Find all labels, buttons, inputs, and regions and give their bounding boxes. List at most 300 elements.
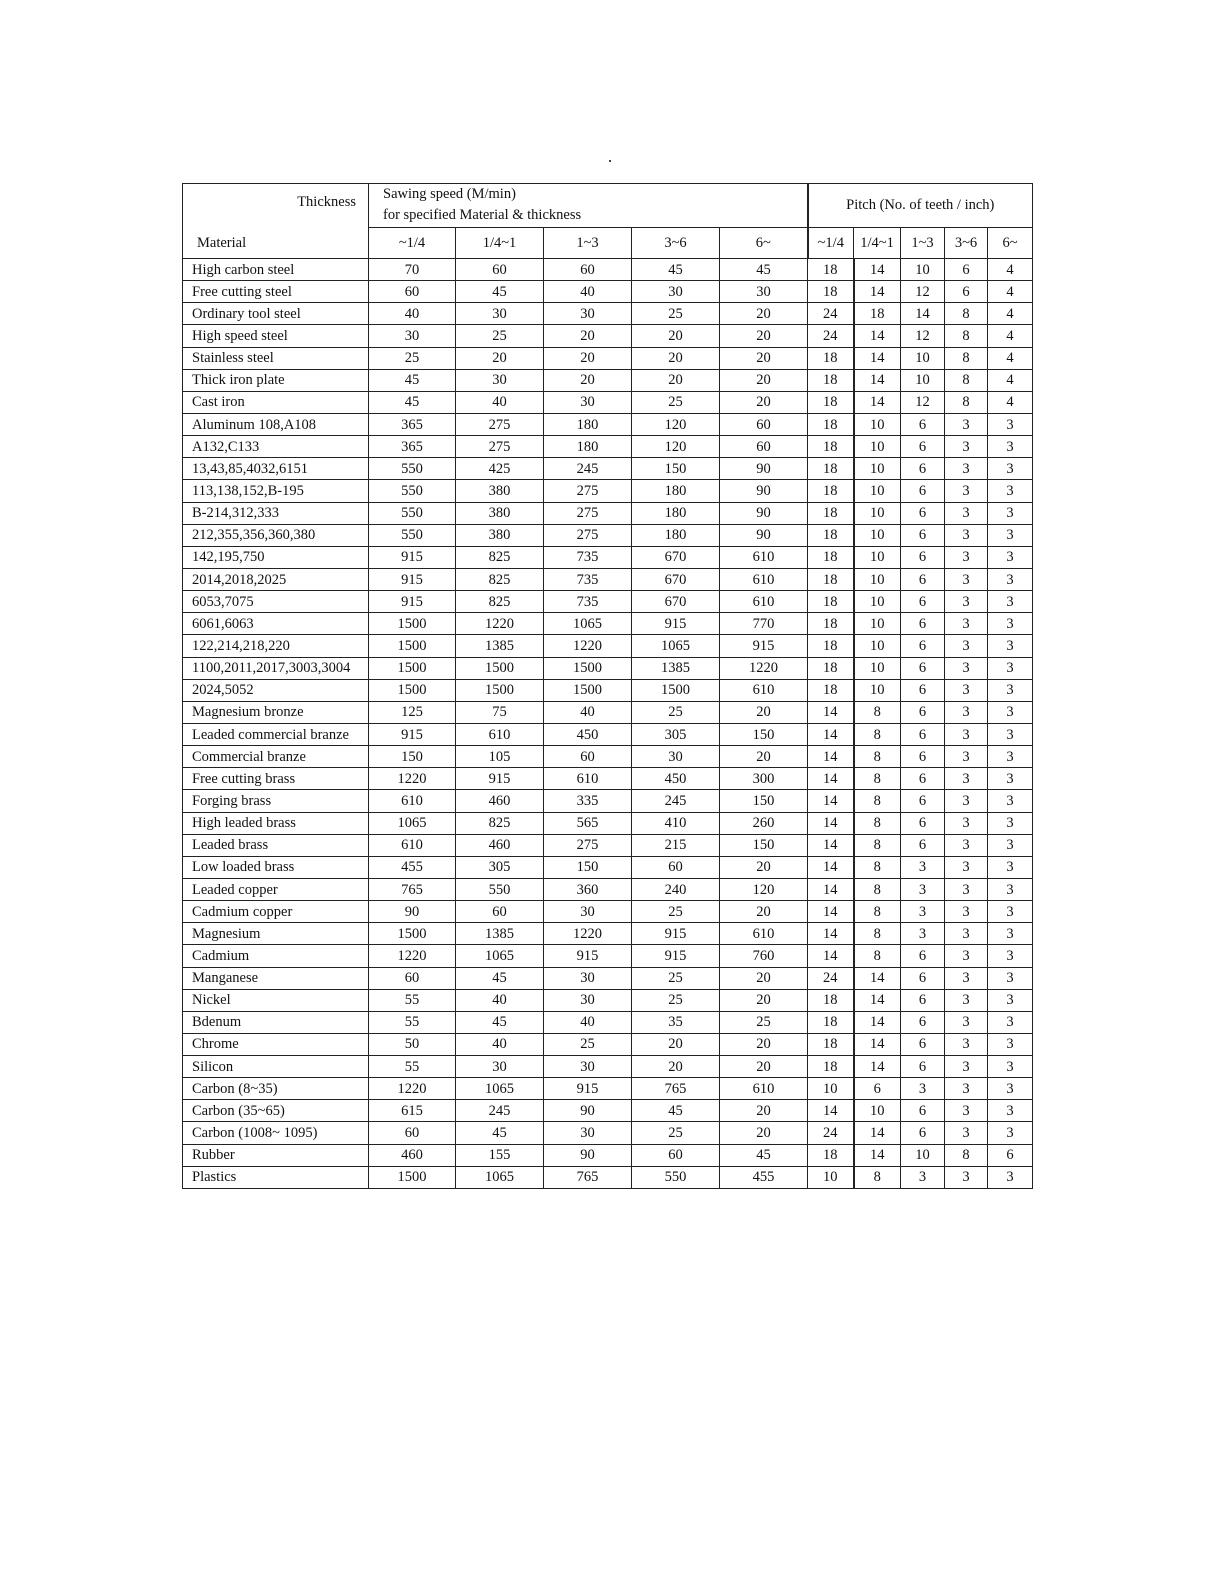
pitch-cell: 3 [901,901,945,923]
pitch-cell: 14 [808,834,854,856]
speed-cell: 105 [456,746,544,768]
speed-cell: 90 [720,480,808,502]
pitch-cell: 3 [988,768,1033,790]
pitch-cell: 14 [808,790,854,812]
pitch-cell: 10 [808,1078,854,1100]
speed-cell: 610 [456,723,544,745]
speed-cell: 40 [456,391,544,413]
pitch-cell: 3 [945,546,988,568]
pitch-cell: 6 [901,790,945,812]
pitch-cell: 14 [854,1056,901,1078]
table-row [183,635,1033,657]
pitch-cell: 14 [854,1033,901,1055]
pitch-cell: 3 [988,568,1033,590]
table-row [183,746,1033,768]
table-row [183,1122,1033,1144]
speed-cell: 670 [632,568,720,590]
speed-cell: 45 [456,967,544,989]
speed-cell: 1065 [456,1166,544,1188]
material-cell: Nickel [183,989,369,1011]
material-cell: Bdenum [183,1011,369,1033]
speed-cell: 275 [544,502,632,524]
table-row [183,458,1033,480]
speed-cell: 1500 [369,613,456,635]
speed-cell: 20 [720,325,808,347]
speed-cell: 550 [456,878,544,900]
material-cell: Chrome [183,1033,369,1055]
pitch-cell: 6 [901,635,945,657]
speed-cell: 425 [456,458,544,480]
pitch-cell: 3 [988,834,1033,856]
speed-cell: 150 [632,458,720,480]
pitch-cell: 18 [808,1033,854,1055]
speed-cell: 20 [544,325,632,347]
speed-cell: 30 [544,303,632,325]
speed-cell: 25 [632,391,720,413]
pitch-cell: 24 [808,325,854,347]
speed-cell: 765 [632,1078,720,1100]
pitch-cell: 8 [854,812,901,834]
speed-cell: 275 [544,834,632,856]
pitch-cell: 24 [808,967,854,989]
speed-cell: 25 [369,347,456,369]
pitch-cell: 10 [854,524,901,546]
table-row [183,1166,1033,1188]
speed-cell: 460 [369,1144,456,1166]
speed-cell: 215 [632,834,720,856]
speed-cell: 25 [632,901,720,923]
table-row [183,436,1033,458]
pitch-cell: 3 [988,502,1033,524]
pitch-cell: 3 [945,413,988,435]
pitch-cell: 14 [808,812,854,834]
speed-cell: 300 [720,768,808,790]
speed-cell: 180 [632,502,720,524]
pitch-cell: 6 [901,591,945,613]
speed-cell: 275 [544,480,632,502]
pitch-cell: 6 [945,259,988,281]
speed-cell: 55 [369,989,456,1011]
pitch-cell: 14 [854,281,901,303]
pitch-cell: 14 [808,878,854,900]
pitch-cell: 14 [808,701,854,723]
table-row [183,723,1033,745]
pitch-header: Pitch (No. of teeth / inch) [808,184,1033,228]
pitch-cell: 6 [901,657,945,679]
speed-cell: 90 [544,1144,632,1166]
speed-cell: 410 [632,812,720,834]
pitch-cell: 3 [901,1078,945,1100]
pitch-cell: 18 [808,436,854,458]
pitch-cell: 14 [854,325,901,347]
speed-cell: 1385 [456,635,544,657]
table-row [183,945,1033,967]
speed-cell: 20 [632,347,720,369]
pitch-cell: 3 [988,657,1033,679]
pitch-cell: 18 [808,391,854,413]
speed-cell: 20 [720,746,808,768]
pitch-cell: 3 [945,834,988,856]
speed-cell: 90 [720,524,808,546]
material-cell: Commercial branze [183,746,369,768]
pitch-cell: 10 [854,502,901,524]
pitch-cell: 3 [945,1100,988,1122]
speed-cell: 610 [720,679,808,701]
speed-cell: 25 [632,303,720,325]
speed-cell: 915 [544,1078,632,1100]
speed-cell: 20 [632,369,720,391]
pitch-cell: 6 [901,1056,945,1078]
table-row [183,568,1033,590]
speed-cell: 610 [720,923,808,945]
speed-cell: 40 [456,989,544,1011]
pitch-cell: 3 [945,901,988,923]
table-row [183,989,1033,1011]
pitch-cell: 14 [808,768,854,790]
speed-cell: 825 [456,812,544,834]
speed-cell: 180 [632,480,720,502]
pitch-cell: 8 [854,834,901,856]
pitch-cell: 3 [945,723,988,745]
sawing-speed-table [182,183,1033,1189]
pitch-cell: 3 [988,679,1033,701]
speed-cell: 460 [456,834,544,856]
pitch-cell: 24 [808,303,854,325]
pitch-cell: 6 [901,413,945,435]
material-cell: Aluminum 108,A108 [183,413,369,435]
table-row [183,768,1033,790]
speed-cell: 25 [632,701,720,723]
pitch-cell: 3 [988,989,1033,1011]
pitch-cell: 14 [854,1011,901,1033]
scan-speck [609,160,611,162]
speed-cell: 20 [720,369,808,391]
material-cell: 2024,5052 [183,679,369,701]
table-row [183,1100,1033,1122]
pitch-cell: 3 [945,1056,988,1078]
material-cell: 2014,2018,2025 [183,568,369,590]
pitch-cell: 3 [988,1166,1033,1188]
pitch-cell: 3 [988,923,1033,945]
pitch-cell: 6 [901,1011,945,1033]
table-row [183,303,1033,325]
header-corner-cell [183,184,369,259]
pitch-cell: 8 [945,391,988,413]
speed-cell: 20 [720,701,808,723]
speed-cell: 45 [632,259,720,281]
pitch-cell: 3 [945,856,988,878]
speed-cell: 20 [720,989,808,1011]
speed-cell: 1500 [369,657,456,679]
pitch-cell: 14 [808,945,854,967]
pitch-cell: 10 [854,480,901,502]
speed-cell: 610 [720,1078,808,1100]
pitch-cell: 8 [854,746,901,768]
pitch-cell: 8 [854,768,901,790]
speed-cell: 1220 [456,613,544,635]
table-row [183,480,1033,502]
pitch-cell: 3 [945,989,988,1011]
speed-cell: 30 [456,1056,544,1078]
pitch-cell: 6 [901,480,945,502]
speed-cell: 365 [369,436,456,458]
speed-cell: 120 [632,413,720,435]
material-cell: Leaded copper [183,878,369,900]
speed-cell: 30 [632,281,720,303]
speed-cell: 765 [544,1166,632,1188]
speed-column-header: 3~6 [632,228,720,259]
pitch-cell: 14 [854,391,901,413]
speed-cell: 1500 [456,657,544,679]
table-row [183,878,1033,900]
pitch-cell: 10 [854,657,901,679]
pitch-cell: 6 [988,1144,1033,1166]
speed-cell: 60 [456,901,544,923]
speed-cell: 40 [544,701,632,723]
pitch-cell: 8 [854,901,901,923]
speed-cell: 30 [544,1056,632,1078]
pitch-cell: 3 [988,546,1033,568]
speed-cell: 25 [720,1011,808,1033]
speed-cell: 245 [544,458,632,480]
speed-cell: 550 [369,524,456,546]
pitch-cell: 10 [854,546,901,568]
pitch-cell: 3 [988,480,1033,502]
speed-cell: 60 [720,436,808,458]
pitch-cell: 3 [901,1166,945,1188]
speed-cell: 1220 [544,635,632,657]
speed-cell: 180 [544,436,632,458]
speed-cell: 610 [369,790,456,812]
table-row [183,1011,1033,1033]
material-cell: Forging brass [183,790,369,812]
speed-cell: 120 [632,436,720,458]
pitch-cell: 3 [945,768,988,790]
material-cell: Manganese [183,967,369,989]
pitch-cell: 3 [988,1122,1033,1144]
pitch-cell: 18 [808,524,854,546]
pitch-cell: 3 [901,923,945,945]
table-row [183,613,1033,635]
pitch-cell: 18 [808,591,854,613]
material-cell: A132,C133 [183,436,369,458]
material-cell: Low loaded brass [183,856,369,878]
speed-cell: 1385 [632,657,720,679]
speed-cell: 760 [720,945,808,967]
table-row [183,657,1033,679]
speed-cell: 550 [369,480,456,502]
pitch-cell: 6 [945,281,988,303]
pitch-cell: 6 [901,945,945,967]
pitch-cell: 6 [901,834,945,856]
speed-cell: 1065 [544,613,632,635]
table-row [183,967,1033,989]
material-cell: Ordinary tool steel [183,303,369,325]
pitch-cell: 4 [988,325,1033,347]
pitch-cell: 14 [901,303,945,325]
pitch-cell: 12 [901,391,945,413]
speed-cell: 60 [720,413,808,435]
table-row [183,812,1033,834]
material-cell: Plastics [183,1166,369,1188]
speed-cell: 125 [369,701,456,723]
pitch-cell: 12 [901,281,945,303]
pitch-cell: 14 [854,967,901,989]
material-cell: Cadmium [183,945,369,967]
speed-cell: 735 [544,591,632,613]
pitch-cell: 8 [945,369,988,391]
pitch-cell: 8 [854,790,901,812]
speed-cell: 90 [544,1100,632,1122]
pitch-cell: 4 [988,391,1033,413]
speed-cell: 1065 [369,812,456,834]
speed-cell: 40 [544,281,632,303]
speed-cell: 460 [456,790,544,812]
pitch-cell: 3 [945,679,988,701]
material-cell: 212,355,356,360,380 [183,524,369,546]
pitch-cell: 8 [854,1166,901,1188]
speed-cell: 915 [369,591,456,613]
pitch-cell: 18 [808,347,854,369]
speed-cell: 30 [544,967,632,989]
pitch-cell: 3 [945,436,988,458]
table-row [183,679,1033,701]
speed-cell: 1500 [369,679,456,701]
speed-cell: 550 [369,502,456,524]
pitch-cell: 3 [945,480,988,502]
pitch-cell: 18 [808,281,854,303]
pitch-cell: 18 [808,413,854,435]
speed-cell: 30 [369,325,456,347]
speed-cell: 1065 [456,1078,544,1100]
speed-cell: 180 [544,413,632,435]
pitch-cell: 3 [988,458,1033,480]
table-row [183,391,1033,413]
pitch-cell: 6 [901,502,945,524]
pitch-cell: 18 [854,303,901,325]
speed-cell: 20 [720,1033,808,1055]
pitch-cell: 14 [854,989,901,1011]
speed-cell: 240 [632,878,720,900]
speed-cell: 550 [369,458,456,480]
speed-cell: 75 [456,701,544,723]
table-row [183,369,1033,391]
pitch-cell: 6 [901,679,945,701]
pitch-cell: 14 [808,901,854,923]
speed-cell: 25 [632,989,720,1011]
pitch-cell: 18 [808,568,854,590]
pitch-cell: 18 [808,635,854,657]
speed-cell: 45 [456,1122,544,1144]
pitch-cell: 3 [988,723,1033,745]
speed-cell: 20 [632,325,720,347]
speed-cell: 20 [720,347,808,369]
table-row [183,259,1033,281]
material-cell: 1100,2011,2017,3003,3004 [183,657,369,679]
table-row [183,923,1033,945]
pitch-cell: 4 [988,369,1033,391]
speed-cell: 45 [456,281,544,303]
pitch-cell: 8 [854,723,901,745]
speed-cell: 565 [544,812,632,834]
speed-cell: 45 [369,369,456,391]
speed-cell: 45 [369,391,456,413]
pitch-cell: 3 [945,812,988,834]
speed-cell: 380 [456,480,544,502]
speed-cell: 610 [544,768,632,790]
speed-cell: 45 [456,1011,544,1033]
speed-cell: 915 [369,723,456,745]
pitch-cell: 10 [854,568,901,590]
pitch-cell: 3 [945,568,988,590]
material-cell: High speed steel [183,325,369,347]
speed-cell: 60 [369,1122,456,1144]
speed-cell: 120 [720,878,808,900]
pitch-cell: 18 [808,546,854,568]
speed-cell: 20 [720,391,808,413]
material-cell: High carbon steel [183,259,369,281]
table-row [183,502,1033,524]
table-row [183,856,1033,878]
pitch-cell: 10 [854,591,901,613]
pitch-cell: 6 [901,1033,945,1055]
speed-cell: 70 [369,259,456,281]
material-cell: Rubber [183,1144,369,1166]
pitch-cell: 10 [854,613,901,635]
pitch-cell: 10 [808,1166,854,1188]
table-row [183,1078,1033,1100]
pitch-cell: 18 [808,1144,854,1166]
pitch-cell: 3 [945,1033,988,1055]
speed-cell: 550 [632,1166,720,1188]
speed-cell: 305 [632,723,720,745]
pitch-cell: 3 [901,856,945,878]
speed-cell: 1500 [632,679,720,701]
pitch-column-header: 1~3 [901,228,945,259]
pitch-cell: 18 [808,613,854,635]
pitch-cell: 10 [854,679,901,701]
pitch-cell: 6 [901,989,945,1011]
speed-cell: 365 [369,413,456,435]
speed-cell: 180 [632,524,720,546]
speed-cell: 55 [369,1056,456,1078]
speed-cell: 30 [632,746,720,768]
speed-cell: 610 [720,591,808,613]
speed-cell: 45 [632,1100,720,1122]
speed-cell: 1220 [544,923,632,945]
material-cell: B-214,312,333 [183,502,369,524]
speed-cell: 150 [544,856,632,878]
speed-cell: 670 [632,546,720,568]
speed-cell: 380 [456,524,544,546]
speed-cell: 25 [456,325,544,347]
speed-cell: 40 [369,303,456,325]
sawing-speed-header [369,184,808,228]
pitch-cell: 3 [988,1056,1033,1078]
speed-cell: 765 [369,878,456,900]
pitch-cell: 12 [901,325,945,347]
speed-cell: 40 [456,1033,544,1055]
pitch-cell: 3 [945,657,988,679]
pitch-cell: 10 [854,413,901,435]
speed-cell: 60 [369,967,456,989]
pitch-cell: 6 [901,723,945,745]
pitch-cell: 3 [988,746,1033,768]
speed-cell: 30 [456,369,544,391]
pitch-cell: 14 [854,259,901,281]
thickness-label: Thickness [297,194,356,210]
speed-cell: 1065 [632,635,720,657]
